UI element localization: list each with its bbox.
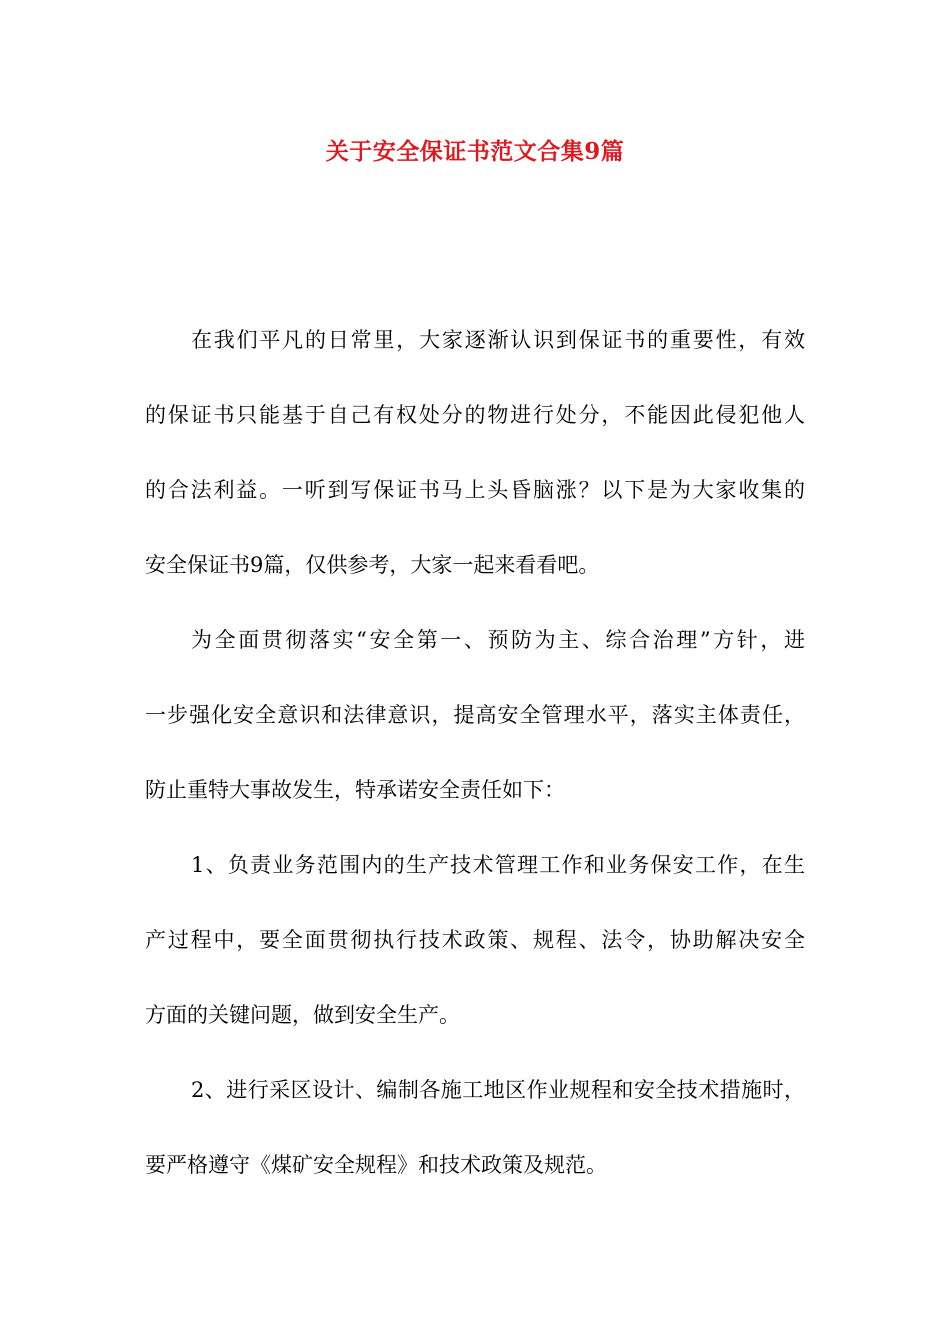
paragraph-line: 安全保证书9篇，仅供参考，大家一起来看看吧。 xyxy=(145,553,600,577)
paragraph-line: 防止重特大事故发生，特承诺安全责任如下： xyxy=(145,778,565,802)
paragraph-line: 在我们平凡的日常里，大家逐渐认识到保证书的重要性，有效 xyxy=(191,328,805,352)
paragraph-line: 的保证书只能基于自己有权处分的物进行处分，不能因此侵犯他人 xyxy=(145,403,805,427)
paragraph-line: 方面的关键问题，做到安全生产。 xyxy=(145,1003,460,1027)
paragraph-line: 要严格遵守《煤矿安全规程》和技术政策及规范。 xyxy=(145,1153,607,1177)
paragraph-line: 一步强化安全意识和法律意识，提高安全管理水平，落实主体责任， xyxy=(145,703,805,727)
paragraph-line: 2、进行采区设计、编制各施工地区作业规程和安全技术措施时， xyxy=(191,1078,805,1102)
paragraph-line: 为全面贯彻落实“安全第一、预防为主、综合治理”方针，进 xyxy=(191,628,805,652)
paragraph-line: 1、负责业务范围内的生产技术管理工作和业务保安工作，在生 xyxy=(191,853,805,877)
document-title: 关于安全保证书范文合集9篇 xyxy=(325,138,625,165)
paragraph-line: 的合法利益。一听到写保证书马上头昏脑涨？以下是为大家收集的 xyxy=(145,478,805,502)
paragraph-line: 产过程中，要全面贯彻执行技术政策、规程、法令，协助解决安全 xyxy=(145,928,805,952)
